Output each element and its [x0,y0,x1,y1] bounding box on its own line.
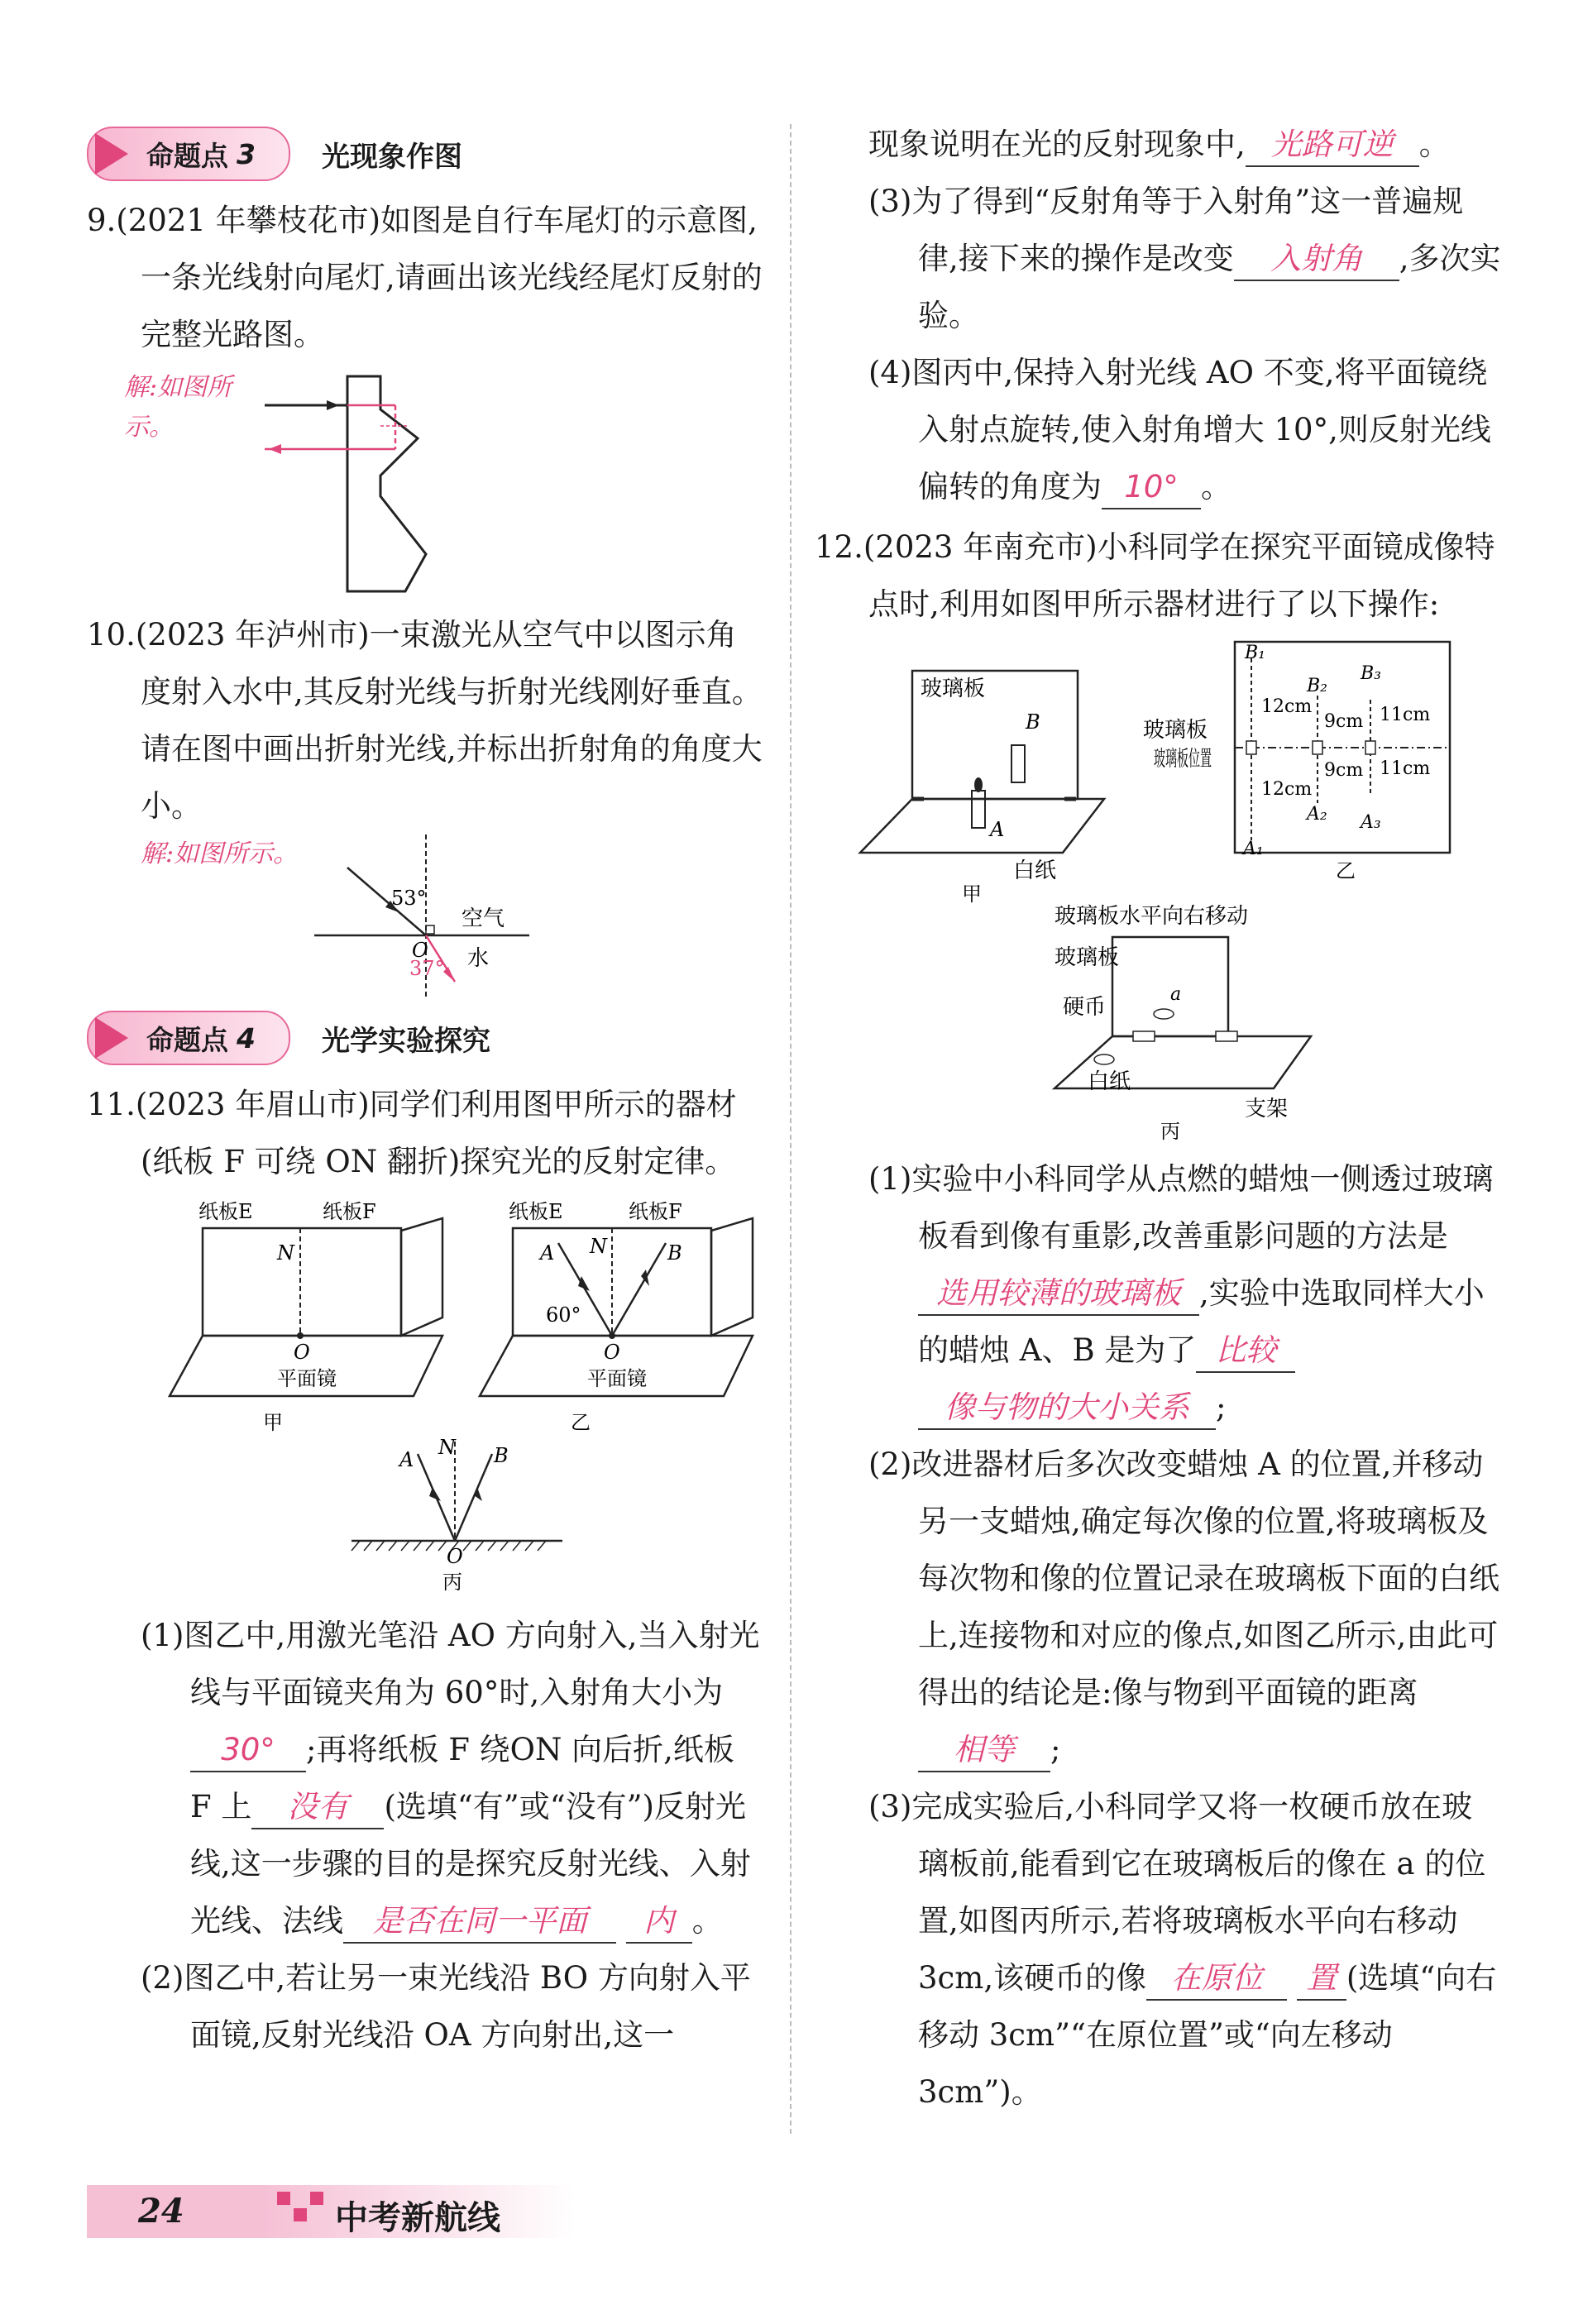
question-11: 11.(2023 年眉山市)同学们利用图甲所示的器材(纸板 F 可绕 ON 翻折)探究光的反射定律。 [87,1087,737,1179]
book-title: 中考新航线 [335,2199,500,2237]
q11-part2-continued: 现象说明在光的反射现象中, 光路可逆 。 [815,116,1501,173]
solution-note: 解:如图所示。 [124,373,232,442]
svg-text:玻璃板位置: 玻璃板位置 [1154,747,1212,772]
svg-text:B₂: B₂ [1307,676,1327,696]
svg-text:A₂: A₂ [1307,804,1327,825]
column-divider [790,124,792,2134]
page-number: 24 [138,2192,184,2231]
answer-blank[interactable]: 没有 [251,1786,384,1829]
svg-text:纸板F: 纸板F [323,1200,376,1223]
question-12: 12.(2023 年南充市)小科同学在探究平面镜成像特点时,利用如图甲所示器材进行了以下操作: [815,529,1495,622]
svg-text:纸板F: 纸板F [629,1200,682,1223]
q11-part2: (2)图乙中,若让另一束光线沿 BO 方向射入平面镜,反射光线沿 OA 方向射出,这一 [141,1960,751,2053]
svg-text:水: 水 [467,946,490,971]
q12-part3: (3)完成实验后,小科同学又将一枚硬币放在玻璃板前,能看到它在玻璃板后的像在 a 的位置,如图丙所示,若将玻璃板水平向右移动 3cm,该硬币的像 在原位 置 (选填“向右移动 3cm”“在原位置”或“向左移动 3cm”)。 [868,1789,1497,2110]
section-header-3 [87,124,765,184]
figure-bing [352,1436,562,1594]
section-badge: 命题点 3 [87,127,290,181]
svg-text:平面镜: 平面镜 [277,1367,337,1390]
figure-yi [480,1200,753,1434]
svg-text:11cm: 11cm [1380,705,1431,725]
svg-text:37°: 37° [409,957,445,980]
play-triangle-icon [95,1017,128,1059]
left-column [87,116,765,2063]
figure-yi [1143,642,1450,882]
svg-text:O: O [294,1341,310,1364]
svg-text:B: B [667,1241,682,1265]
svg-text:硬币: 硬币 [1063,995,1107,1020]
svg-text:白纸: 白纸 [1013,858,1057,883]
svg-text:9cm: 9cm [1324,711,1364,732]
right-column [815,116,1501,2121]
svg-text:玻璃板: 玻璃板 [1055,945,1120,970]
figure-jia [860,671,1104,906]
answer-blank[interactable]: 光路可逆 [1246,124,1419,167]
answer-blank[interactable]: 内 [626,1901,692,1944]
section-title: 光学实验探究 [321,1024,490,1058]
figure-jia [170,1200,442,1434]
refraction-figure [314,834,562,1000]
answer-blank[interactable]: 像与物的大小关系 [918,1387,1216,1430]
answer-blank[interactable]: 在原位 [1146,1958,1287,2001]
svg-text:60°: 60° [546,1303,581,1327]
svg-text:12cm: 12cm [1261,696,1313,717]
svg-text:53°: 53° [391,887,427,910]
svg-text:N: N [438,1436,456,1459]
solution-note: 解:如图所示。 [141,839,299,868]
svg-text:A₁: A₁ [1243,839,1264,859]
answer-blank[interactable]: 置 [1297,1958,1346,2001]
svg-text:乙: 乙 [571,1411,591,1434]
svg-text:12cm: 12cm [1261,779,1313,800]
q12-part2: (2)改进器材后多次改变蜡烛 A 的位置,并移动另一支蜡烛,确定每次像的位置,将玻璃板及每次物和像的位置记录在玻璃板下面的白纸上,连接物和对应的像点,如图乙所示,由此可得出的结论是:像与物到平面镜的距离相等 ; [815,1436,1501,1778]
svg-text:B: B [1026,710,1040,734]
svg-text:O: O [412,939,428,962]
svg-text:A₃: A₃ [1361,812,1381,833]
svg-text:a: a [1170,984,1182,1005]
svg-text:A: A [399,1448,414,1471]
svg-text:甲: 甲 [962,882,982,906]
svg-text:O: O [447,1545,463,1568]
question-9: 9.(2021 年攀枝花市)如图是自行车尾灯的示意图,一条光线射向尾灯,请画出该光线经尾灯反射的完整光路图。 [87,203,763,352]
svg-text:B₁: B₁ [1245,643,1265,663]
plane-mirror-figure [815,638,1501,1150]
answer-blank[interactable]: 入射角 [1234,238,1399,281]
answer-blank[interactable]: 比较 [1196,1330,1295,1373]
q11-part1: (1)图乙中,用激光笔沿 AO 方向射入,当入射光线与平面镜夹角为 60°时,入射角大小为30° ;再将纸板 F 绕ON 向后折,纸板 F 上 没有 (选填“有”或“没有”)反射光线,这一步骤的目的是探究反射光线、入射光线、法线 是否在同一平面 内 。 [87,1607,765,1949]
svg-text:丙: 丙 [1160,1120,1180,1143]
svg-text:11cm: 11cm [1380,758,1431,779]
svg-text:甲: 甲 [263,1411,283,1434]
answer-blank[interactable]: 10° [1102,466,1201,509]
question-10: 10.(2023 年泸州市)一束激光从空气中以图示角度射入水中,其反射光线与折射光线刚好垂直。请在图中画出折射光线,并标出折射角的角度大小。 [87,617,763,824]
q11-part4: (4)图丙中,保持入射光线 AO 不变,将平面镜绕入射点旋转,使入射角增大 10°,则反射光线偏转的角度为 10° 。 [815,344,1501,515]
svg-text:纸板E: 纸板E [198,1200,253,1223]
svg-text:乙: 乙 [1336,859,1356,882]
section-title: 光现象作图 [321,140,462,174]
reflection-law-figure [87,1193,765,1607]
svg-text:平面镜: 平面镜 [587,1367,647,1390]
answer-blank[interactable]: 选用较薄的玻璃板 [918,1273,1199,1316]
svg-text:O: O [604,1341,620,1364]
svg-text:B: B [494,1444,509,1467]
answer-blank[interactable]: 是否在同一平面 [343,1901,616,1944]
bike-reflector-figure [248,368,513,600]
play-triangle-icon [95,133,128,175]
q11-part3: (3)为了得到“反射角等于入射角”这一普遍规律,接下来的操作是改变 入射角 ,多次实验。 [868,184,1501,333]
section-header-4 [87,1008,765,1068]
svg-text:玻璃板: 玻璃板 [1143,718,1208,743]
svg-text:白纸: 白纸 [1088,1069,1131,1094]
section-badge: 命题点 4 [87,1011,290,1065]
svg-text:纸板E: 纸板E [509,1200,563,1223]
svg-text:9cm: 9cm [1324,760,1364,781]
page-footer [87,2185,583,2243]
answer-blank[interactable]: 相等 [918,1729,1050,1772]
svg-text:支架: 支架 [1245,1097,1289,1121]
svg-text:N: N [590,1235,607,1258]
svg-text:丙: 丙 [442,1571,462,1594]
svg-text:玻璃板水平向右移动: 玻璃板水平向右移动 [1055,904,1249,929]
svg-text:玻璃板: 玻璃板 [921,677,986,701]
svg-text:N: N [277,1241,294,1265]
svg-text:A: A [990,818,1005,841]
svg-text:B₃: B₃ [1361,663,1381,684]
answer-blank[interactable]: 30° [190,1729,306,1772]
figure-bing [1055,904,1311,1143]
q12-part1: (1)实验中小科同学从点燃的蜡烛一侧透过玻璃板看到像有重影,改善重影问题的方法是选用较薄的玻璃板 ,实验中选取同样大小的蜡烛 A、B 是为了 比较 像与物的大小关系 ; [815,1150,1501,1436]
svg-text:空气: 空气 [462,906,505,931]
svg-text:A: A [540,1241,555,1265]
